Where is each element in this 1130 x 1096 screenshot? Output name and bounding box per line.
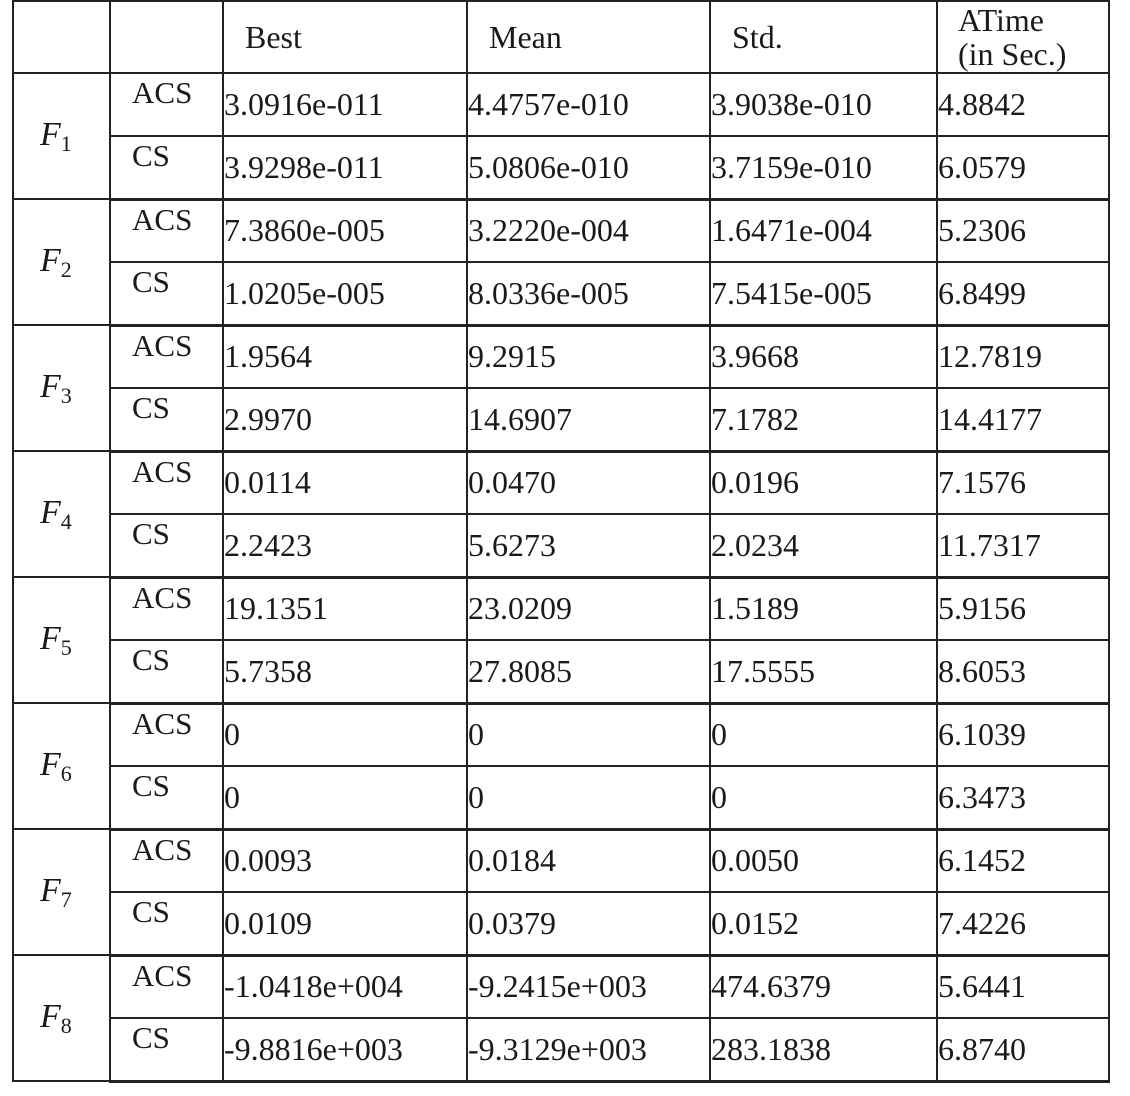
atime-value: 6.1452 [937, 829, 1109, 892]
best-value: 1.0205e-005 [223, 262, 467, 325]
best-value: 0 [223, 703, 467, 766]
table-row [13, 1018, 1109, 1081]
mean-value: 0.0470 [467, 451, 710, 514]
table-row [13, 388, 1109, 451]
std-value: 3.9038e-010 [710, 73, 937, 136]
mean-value: -9.2415e+003 [467, 955, 710, 1018]
std-value: 3.9668 [710, 325, 937, 388]
algorithm-label: ACS [110, 577, 223, 640]
atime-value: 8.6053 [937, 640, 1109, 703]
best-value: 0.0093 [223, 829, 467, 892]
header-atime-line1: ATime [958, 2, 1044, 38]
function-letter: F [40, 493, 61, 531]
function-label [13, 703, 110, 829]
atime-value: 5.2306 [937, 199, 1109, 262]
table-row [13, 199, 1109, 262]
header-algorithm-cell [110, 1, 223, 73]
best-value: 3.9298e-011 [223, 136, 467, 199]
results-table [12, 0, 1110, 1083]
mean-value: 0 [467, 766, 710, 829]
algorithm-label: ACS [110, 703, 223, 766]
table-row [13, 892, 1109, 955]
std-value: 0 [710, 703, 937, 766]
function-label [13, 955, 110, 1081]
function-letter: F [40, 367, 61, 405]
atime-value: 7.4226 [937, 892, 1109, 955]
mean-value: 3.2220e-004 [467, 199, 710, 262]
table-row [13, 703, 1109, 766]
algorithm-label: CS [110, 514, 223, 577]
std-value: 0 [710, 766, 937, 829]
std-value: 1.6471e-004 [710, 199, 937, 262]
algorithm-label: ACS [110, 829, 223, 892]
function-letter: F [40, 241, 61, 279]
std-value: 1.5189 [710, 577, 937, 640]
atime-value: 5.9156 [937, 577, 1109, 640]
function-index: 3 [60, 382, 72, 408]
header-atime [937, 1, 1109, 73]
atime-value: 5.6441 [937, 955, 1109, 1018]
table-row [13, 829, 1109, 892]
function-index: 5 [60, 634, 72, 660]
std-value: 2.0234 [710, 514, 937, 577]
table-row [13, 514, 1109, 577]
algorithm-label: CS [110, 136, 223, 199]
algorithm-label: CS [110, 262, 223, 325]
best-value: 19.1351 [223, 577, 467, 640]
table-row [13, 451, 1109, 514]
atime-value: 6.0579 [937, 136, 1109, 199]
std-value: 0.0050 [710, 829, 937, 892]
table-row [13, 955, 1109, 1018]
function-label [13, 199, 110, 325]
best-value: 0 [223, 766, 467, 829]
function-index: 2 [60, 256, 72, 282]
std-value: 17.5555 [710, 640, 937, 703]
atime-value: 6.8499 [937, 262, 1109, 325]
best-value: 1.9564 [223, 325, 467, 388]
header-mean: Mean [467, 1, 710, 73]
table-row [13, 577, 1109, 640]
algorithm-label: ACS [110, 325, 223, 388]
mean-value: 23.0209 [467, 577, 710, 640]
algorithm-label: CS [110, 1018, 223, 1081]
algorithm-label: ACS [110, 73, 223, 136]
best-value: 2.2423 [223, 514, 467, 577]
header-atime-line2: (in Sec.) [958, 36, 1067, 72]
atime-value: 7.1576 [937, 451, 1109, 514]
function-letter: F [40, 115, 61, 153]
std-value: 7.5415e-005 [710, 262, 937, 325]
function-label [13, 577, 110, 703]
function-label [13, 325, 110, 451]
mean-value: 0 [467, 703, 710, 766]
std-value: 3.7159e-010 [710, 136, 937, 199]
function-letter: F [40, 745, 61, 783]
atime-value: 4.8842 [937, 73, 1109, 136]
table-row [13, 766, 1109, 829]
std-value: 0.0196 [710, 451, 937, 514]
best-value: 0.0109 [223, 892, 467, 955]
algorithm-label: CS [110, 892, 223, 955]
table-row [13, 262, 1109, 325]
table-row [13, 325, 1109, 388]
function-letter: F [40, 997, 61, 1035]
function-label [13, 451, 110, 577]
std-value: 474.6379 [710, 955, 937, 1018]
best-value: -1.0418e+004 [223, 955, 467, 1018]
header-row [13, 1, 1109, 73]
results-body [13, 73, 1109, 1081]
mean-value: 0.0184 [467, 829, 710, 892]
atime-value: 14.4177 [937, 388, 1109, 451]
best-value: 2.9970 [223, 388, 467, 451]
function-label [13, 73, 110, 199]
algorithm-label: ACS [110, 955, 223, 1018]
mean-value: 5.6273 [467, 514, 710, 577]
header-function-cell [13, 1, 110, 73]
algorithm-label: CS [110, 766, 223, 829]
mean-value: -9.3129e+003 [467, 1018, 710, 1081]
best-value: 3.0916e-011 [223, 73, 467, 136]
best-value: 7.3860e-005 [223, 199, 467, 262]
table-row [13, 73, 1109, 136]
atime-value: 6.8740 [937, 1018, 1109, 1081]
function-index: 4 [60, 508, 72, 534]
function-letter: F [40, 619, 61, 657]
best-value: -9.8816e+003 [223, 1018, 467, 1081]
table-row [13, 640, 1109, 703]
function-index: 8 [60, 1012, 72, 1038]
std-value: 7.1782 [710, 388, 937, 451]
table-row [13, 136, 1109, 199]
atime-value: 12.7819 [937, 325, 1109, 388]
function-label [13, 829, 110, 955]
mean-value: 9.2915 [467, 325, 710, 388]
best-value: 5.7358 [223, 640, 467, 703]
header-best: Best [223, 1, 467, 73]
function-letter: F [40, 871, 61, 909]
header-std: Std. [710, 1, 937, 73]
mean-value: 8.0336e-005 [467, 262, 710, 325]
algorithm-label: ACS [110, 199, 223, 262]
algorithm-label: CS [110, 640, 223, 703]
algorithm-label: CS [110, 388, 223, 451]
mean-value: 14.6907 [467, 388, 710, 451]
algorithm-label: ACS [110, 451, 223, 514]
atime-value: 6.1039 [937, 703, 1109, 766]
atime-value: 6.3473 [937, 766, 1109, 829]
function-index: 7 [60, 886, 72, 912]
mean-value: 0.0379 [467, 892, 710, 955]
best-value: 0.0114 [223, 451, 467, 514]
mean-value: 5.0806e-010 [467, 136, 710, 199]
std-value: 0.0152 [710, 892, 937, 955]
mean-value: 27.8085 [467, 640, 710, 703]
std-value: 283.1838 [710, 1018, 937, 1081]
mean-value: 4.4757e-010 [467, 73, 710, 136]
atime-value: 11.7317 [937, 514, 1109, 577]
function-index: 6 [60, 760, 72, 786]
function-index: 1 [60, 130, 72, 156]
